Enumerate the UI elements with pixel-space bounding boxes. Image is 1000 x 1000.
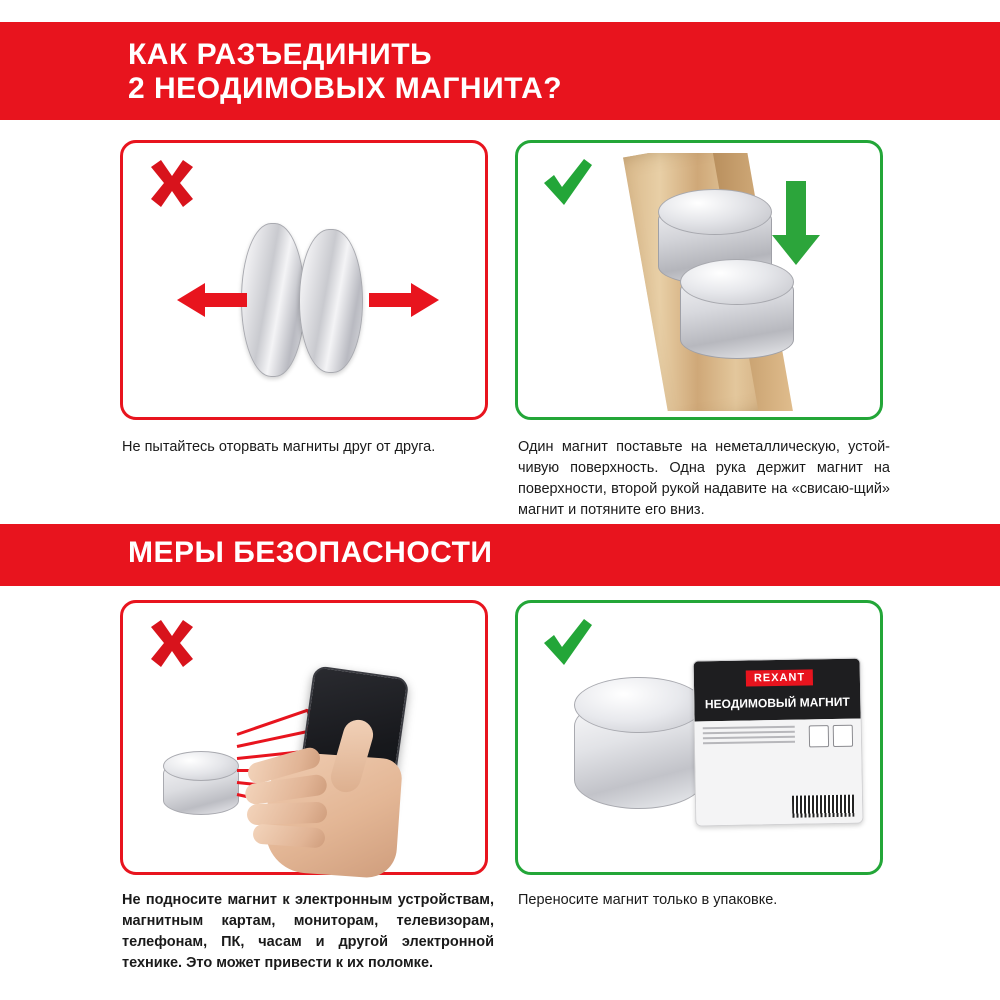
section-title-line-1: КАК РАЗЪЕДИНИТЬ	[128, 38, 433, 71]
arrow-left-head	[177, 283, 205, 317]
package-symbols	[809, 725, 853, 748]
panel-slide-off-edge	[515, 140, 883, 420]
down-arrow-head-icon	[772, 235, 820, 265]
recycle-icon	[809, 725, 829, 747]
magnet-disc-left	[241, 223, 305, 377]
magnet-disc-right	[299, 229, 363, 373]
caption-dont-pull: Не пытайтесь оторвать магниты друг от друга.	[122, 439, 436, 455]
section-title-separate	[128, 38, 828, 105]
package-spec-lines	[703, 726, 795, 748]
caption-carry-in-package: Переносите магнит только в упаковке.	[518, 892, 778, 908]
section-header-separate	[0, 22, 1000, 120]
magnet-cylinder-face	[574, 677, 704, 733]
section-title-line-2: 2 НЕОДИМОВЫХ МАГНИТА?	[128, 71, 563, 105]
panel-no-electronics	[120, 600, 488, 875]
barcode-icon	[792, 795, 854, 818]
package-product-name: НЕОДИМОВЫЙ МАГНИТ	[704, 694, 850, 712]
down-arrow-shaft-icon	[786, 181, 806, 237]
panel-carry-in-package	[515, 600, 883, 875]
illustration-magnet-with-package	[544, 647, 864, 847]
magnet-lower-face	[680, 259, 794, 305]
caption-slide-off-edge: Один магнит поставьте на неметаллическую, устой-чивую поверхность. Одна рука держит магнит на поверхности, второй рукой надавите на «свисаю-щий» магнит и потяните его вниз.	[518, 439, 890, 519]
brand-logo: REXANT	[746, 669, 814, 686]
section-title-safety: МЕРЫ БЕЗОПАСНОСТИ	[128, 536, 493, 569]
cross-icon	[145, 157, 199, 211]
arrow-left-shaft	[203, 293, 247, 307]
arrow-right-head	[411, 283, 439, 317]
warning-icon	[833, 725, 853, 747]
caption-no-electronics: Не подносите магнит к электронным устройствам, магнитным картам, мониторам, телевизорам, телефонам, ПК, часам и другой электронной технике. Это может привести к их поломке.	[122, 892, 494, 972]
finger-little	[252, 824, 325, 849]
finger-ring	[247, 802, 328, 826]
package-header-area	[694, 659, 861, 722]
arrow-right-shaft	[369, 293, 413, 307]
illustration-magnets-on-plank	[540, 153, 880, 411]
illustration-magnet-near-smartphone	[141, 659, 477, 873]
magnet-upper-face	[658, 189, 772, 235]
panel-dont-pull	[120, 140, 488, 420]
illustration-two-magnets-pulled-apart	[203, 215, 413, 385]
magnet-disc-face	[163, 751, 239, 781]
product-package	[693, 658, 864, 827]
section-header-safety	[0, 524, 1000, 586]
